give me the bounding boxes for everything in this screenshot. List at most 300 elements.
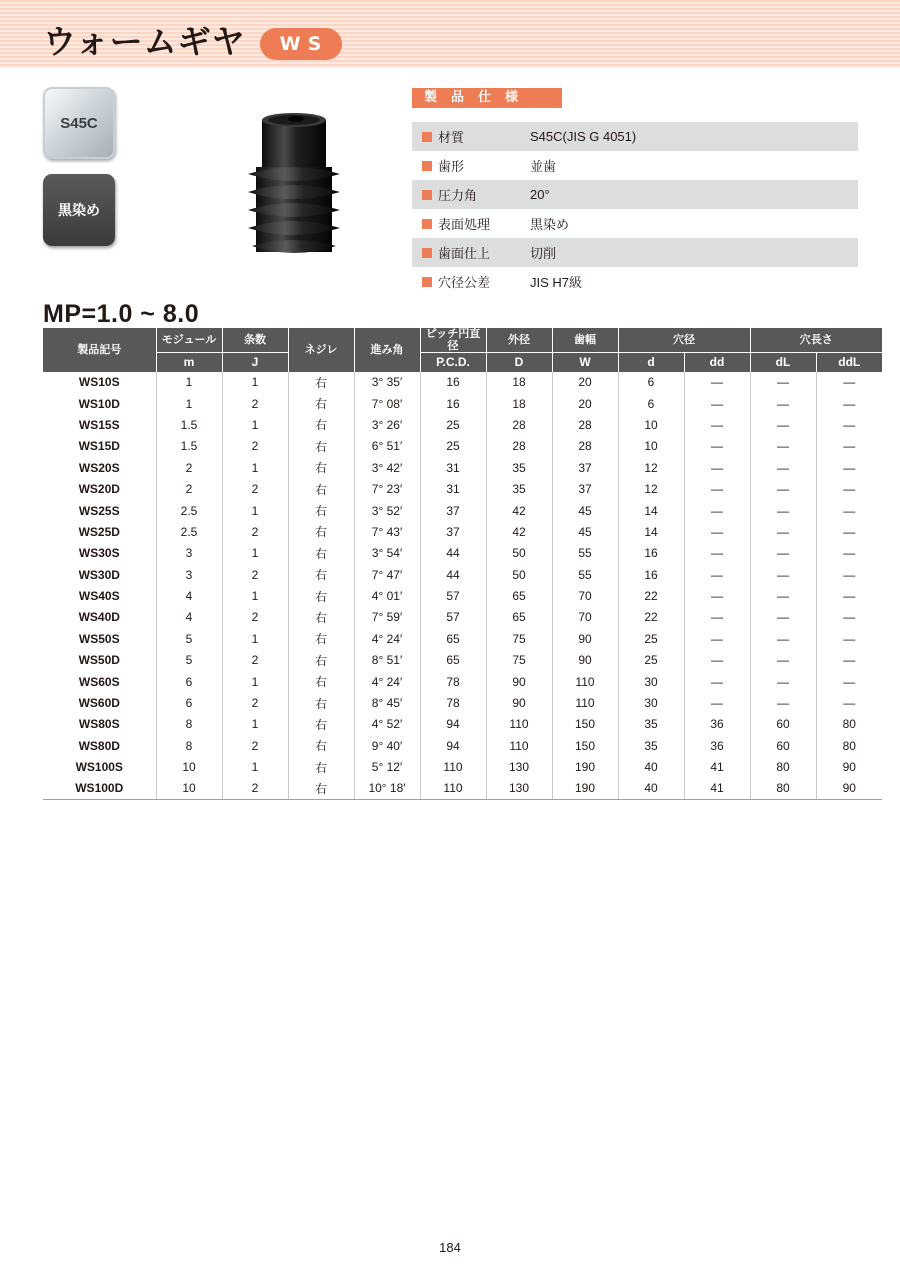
bullet-square-icon <box>422 161 432 171</box>
table-cell: 14 <box>618 500 684 521</box>
table-row <box>43 650 882 671</box>
table-cell: — <box>750 372 816 393</box>
col-header-bore-d: d <box>618 353 684 372</box>
table-cell: 2 <box>222 650 288 671</box>
table-cell: 90 <box>552 650 618 671</box>
table-cell: — <box>816 500 882 521</box>
col-header-bore: 穴径 <box>618 328 750 353</box>
table-cell: 3° 26′ <box>354 414 420 435</box>
table-cell: 10° 18′ <box>354 778 420 799</box>
table-cell: 5 <box>156 628 222 649</box>
table-row <box>43 393 882 414</box>
table-cell: 75 <box>486 628 552 649</box>
table-cell: 1 <box>222 414 288 435</box>
table-cell: 18 <box>486 393 552 414</box>
table-cell: 28 <box>552 414 618 435</box>
table-cell: 右 <box>288 757 354 778</box>
table-row <box>43 500 882 521</box>
bullet-square-icon <box>422 219 432 229</box>
table-cell: 42 <box>486 500 552 521</box>
table-cell: 31 <box>420 457 486 478</box>
table-cell: — <box>816 585 882 606</box>
table-cell: 7° 23′ <box>354 478 420 499</box>
spec-value: 切削 <box>530 246 557 261</box>
part-number-cell: WS80S <box>78 717 120 732</box>
table-cell: — <box>750 457 816 478</box>
table-cell: — <box>750 692 816 713</box>
table-cell: — <box>684 521 750 542</box>
table-cell: 25 <box>618 650 684 671</box>
col-header-part: 製品記号 <box>43 328 156 372</box>
spec-title: 製品仕様 <box>412 88 562 108</box>
table-cell: — <box>684 671 750 692</box>
table-cell: 右 <box>288 714 354 735</box>
table-cell: 7° 08′ <box>354 393 420 414</box>
table-cell: 6 <box>618 393 684 414</box>
table-cell: 110 <box>486 714 552 735</box>
table-cell: — <box>684 393 750 414</box>
bullet-square-icon <box>422 248 432 258</box>
col-header-module: モジュール <box>156 328 222 353</box>
table-cell: 22 <box>618 585 684 606</box>
table-cell: 18 <box>486 372 552 393</box>
part-number-cell: WS100D <box>43 778 156 799</box>
spec-key: 歯形 <box>438 160 465 175</box>
table-cell: 7° 59′ <box>354 607 420 628</box>
table-cell: 78 <box>420 671 486 692</box>
table-cell: — <box>816 543 882 564</box>
col-header-pcd-sym: P.C.D. <box>420 353 486 372</box>
table-cell: — <box>816 372 882 393</box>
col-header-bore-dl: dL <box>750 353 816 372</box>
table-cell: 1 <box>222 757 288 778</box>
spec-key: 材質 <box>438 131 465 146</box>
table-cell: 右 <box>288 436 354 457</box>
part-number-cell: WS30S <box>78 546 120 561</box>
table-cell: — <box>816 671 882 692</box>
table-cell: — <box>816 521 882 542</box>
table-cell: — <box>750 521 816 542</box>
table-cell: 2 <box>222 607 288 628</box>
part-number-cell: WS60D <box>78 696 120 711</box>
part-number-cell: WS50S <box>78 631 120 646</box>
part-number-cell: WS40D <box>78 610 120 625</box>
table-cell: 31 <box>420 478 486 499</box>
table-cell: 1 <box>222 543 288 564</box>
table-cell: — <box>816 650 882 671</box>
table-cell: 右 <box>288 585 354 606</box>
table-cell: 1 <box>222 585 288 606</box>
table-cell: 90 <box>486 671 552 692</box>
col-header-j: J <box>222 353 288 372</box>
part-number-cell: WS10D <box>78 396 120 411</box>
table-cell: 80 <box>750 757 816 778</box>
table-cell: 57 <box>420 585 486 606</box>
table-row <box>43 671 882 692</box>
table-cell: 110 <box>552 671 618 692</box>
table-cell: 右 <box>288 650 354 671</box>
table-cell: 1 <box>156 372 222 393</box>
table-cell: 右 <box>288 372 354 393</box>
table-cell: 36 <box>684 714 750 735</box>
spec-table <box>412 122 858 296</box>
table-cell: — <box>816 564 882 585</box>
col-header-m: m <box>156 353 222 372</box>
table-cell: 65 <box>486 585 552 606</box>
table-cell: 7° 47′ <box>354 564 420 585</box>
spec-row <box>412 180 858 209</box>
table-cell: 3° 52′ <box>354 500 420 521</box>
table-cell: — <box>684 585 750 606</box>
table-cell: 44 <box>420 564 486 585</box>
col-header-lead-angle: 進み角 <box>354 328 420 372</box>
table-cell: 190 <box>552 778 618 799</box>
table-cell: 44 <box>420 543 486 564</box>
table-cell: 1.5 <box>156 414 222 435</box>
table-cell: 45 <box>552 500 618 521</box>
table-cell: 9° 40′ <box>354 735 420 756</box>
table-cell: 8° 51′ <box>354 650 420 671</box>
table-cell: 35 <box>618 735 684 756</box>
table-cell: 6° 51′ <box>354 436 420 457</box>
table-cell: 35 <box>486 457 552 478</box>
part-number-cell: WS15S <box>78 417 120 432</box>
table-cell: 2 <box>222 521 288 542</box>
part-number-cell: WS15D <box>78 439 120 454</box>
table-row <box>43 521 882 542</box>
table-cell: 14 <box>618 521 684 542</box>
table-header-row <box>43 353 882 372</box>
table-row <box>43 414 882 435</box>
part-number-cell: WS60S <box>78 674 120 689</box>
table-cell: 28 <box>486 414 552 435</box>
table-cell: — <box>684 628 750 649</box>
spec-row <box>412 238 858 267</box>
table-cell: 28 <box>486 436 552 457</box>
table-cell: 右 <box>288 671 354 692</box>
page-title: ウォームギヤ <box>43 22 246 61</box>
col-header-d-sym: D <box>486 353 552 372</box>
table-cell: 右 <box>288 628 354 649</box>
table-cell: 10 <box>618 414 684 435</box>
part-number-cell: WS40S <box>78 589 120 604</box>
table-cell: 80 <box>816 714 882 735</box>
table-cell: 3 <box>156 564 222 585</box>
part-number-cell: WS10S <box>78 375 120 390</box>
table-cell: — <box>750 585 816 606</box>
col-header-starts: 条数 <box>222 328 288 353</box>
table-cell: 40 <box>618 778 684 799</box>
table-cell: 42 <box>486 521 552 542</box>
col-header-od: 外径 <box>486 328 552 353</box>
table-cell: 右 <box>288 478 354 499</box>
table-cell: 右 <box>288 735 354 756</box>
table-cell: 20 <box>552 372 618 393</box>
page-number: 184 <box>439 1240 461 1255</box>
table-cell: 30 <box>618 671 684 692</box>
table-cell: 1 <box>222 457 288 478</box>
part-number-cell: WS25S <box>78 503 120 518</box>
table-row <box>43 564 882 585</box>
table-cell: 8° 45′ <box>354 692 420 713</box>
table-cell: — <box>684 414 750 435</box>
table-cell: — <box>750 478 816 499</box>
table-cell: 90 <box>486 692 552 713</box>
table-cell: 25 <box>420 436 486 457</box>
table-cell: 110 <box>486 735 552 756</box>
table-cell: 90 <box>816 757 882 778</box>
table-cell: 2.5 <box>156 521 222 542</box>
table-cell: 右 <box>288 521 354 542</box>
spec-row <box>412 151 858 180</box>
table-cell: 22 <box>618 607 684 628</box>
table-cell: 28 <box>552 436 618 457</box>
col-header-bore-dd: dd <box>684 353 750 372</box>
table-cell: 60 <box>750 735 816 756</box>
part-number-cell: WS25D <box>78 524 120 539</box>
table-cell: 6 <box>618 372 684 393</box>
col-header-pcd: ピッチ円直径 <box>420 328 486 353</box>
table-cell: 110 <box>420 757 486 778</box>
table-cell: 1 <box>222 372 288 393</box>
table-cell: 3° 42′ <box>354 457 420 478</box>
table-cell: 1 <box>222 628 288 649</box>
table-cell: 40 <box>618 757 684 778</box>
table-cell: — <box>750 500 816 521</box>
table-cell: 右 <box>288 564 354 585</box>
table-cell: 4 <box>156 607 222 628</box>
table-cell: 78 <box>420 692 486 713</box>
table-cell: 右 <box>288 500 354 521</box>
table-cell: 2 <box>222 478 288 499</box>
table-cell: 4° 24′ <box>354 671 420 692</box>
table-row <box>43 372 882 393</box>
table-cell: 65 <box>420 650 486 671</box>
spec-key: 圧力角 <box>438 189 478 204</box>
table-cell: — <box>816 457 882 478</box>
spec-key: 表面処理 <box>438 218 491 233</box>
table-cell: 110 <box>552 692 618 713</box>
table-cell: 25 <box>618 628 684 649</box>
table-cell: 2 <box>222 692 288 713</box>
table-cell: 41 <box>684 757 750 778</box>
table-cell: 16 <box>420 393 486 414</box>
table-row <box>43 692 882 713</box>
spec-value: S45C(JIS G 4051) <box>530 129 637 144</box>
table-cell: 4° 52′ <box>354 714 420 735</box>
table-cell: 1.5 <box>156 436 222 457</box>
table-cell: — <box>750 393 816 414</box>
table-cell: 37 <box>420 500 486 521</box>
spec-key: 穴径公差 <box>438 276 491 291</box>
table-cell: 2 <box>222 564 288 585</box>
part-number-cell: WS20D <box>78 482 120 497</box>
table-cell: 37 <box>552 478 618 499</box>
table-row <box>43 436 882 457</box>
table-cell: 37 <box>420 521 486 542</box>
col-header-bore-ddl: ddL <box>816 353 882 372</box>
table-cell: — <box>750 414 816 435</box>
table-row <box>43 585 882 606</box>
table-cell: 90 <box>816 778 882 799</box>
table-cell: 130 <box>486 778 552 799</box>
table-cell: 右 <box>288 778 354 799</box>
table-cell: 90 <box>552 628 618 649</box>
table-cell: 50 <box>486 564 552 585</box>
table-cell: 6 <box>156 671 222 692</box>
table-cell: 20 <box>552 393 618 414</box>
table-cell: — <box>684 500 750 521</box>
table-cell: 10 <box>618 436 684 457</box>
col-header-face: 歯幅 <box>552 328 618 353</box>
table-row <box>43 543 882 564</box>
table-cell: — <box>750 650 816 671</box>
table-cell: 8 <box>156 714 222 735</box>
table-cell: — <box>816 607 882 628</box>
table-cell: 16 <box>420 372 486 393</box>
table-cell: 2 <box>156 457 222 478</box>
table-cell: — <box>750 564 816 585</box>
table-cell: — <box>750 543 816 564</box>
table-cell: 4° 24′ <box>354 628 420 649</box>
table-cell: 1 <box>222 671 288 692</box>
table-cell: — <box>750 436 816 457</box>
part-number-cell: WS50D <box>78 653 120 668</box>
table-row <box>43 457 882 478</box>
part-number-cell: WS80D <box>78 738 120 753</box>
bullet-square-icon <box>422 277 432 287</box>
table-cell: — <box>684 543 750 564</box>
table-cell: — <box>816 414 882 435</box>
table-cell: — <box>684 436 750 457</box>
table-cell: 10 <box>156 757 222 778</box>
table-cell: 右 <box>288 414 354 435</box>
table-cell: — <box>684 692 750 713</box>
spec-row <box>412 209 858 238</box>
table-cell: 3° 35′ <box>354 372 420 393</box>
dimension-table <box>43 328 882 800</box>
table-cell: — <box>816 436 882 457</box>
table-cell: 16 <box>618 564 684 585</box>
table-cell: 41 <box>684 778 750 799</box>
table-cell: 57 <box>420 607 486 628</box>
col-header-hand: ネジレ <box>288 328 354 372</box>
spec-value: 並歯 <box>530 159 557 174</box>
table-cell: 12 <box>618 457 684 478</box>
table-cell: 65 <box>420 628 486 649</box>
table-cell: — <box>816 393 882 414</box>
table-cell: 130 <box>486 757 552 778</box>
table-cell: 70 <box>552 585 618 606</box>
table-cell: — <box>816 628 882 649</box>
worm-gear-image <box>238 112 348 262</box>
table-cell: 25 <box>420 414 486 435</box>
table-cell: 4 <box>156 585 222 606</box>
part-number-cell: WS20S <box>78 460 120 475</box>
table-cell: 3° 54′ <box>354 543 420 564</box>
table-cell: 35 <box>486 478 552 499</box>
table-cell: 150 <box>552 714 618 735</box>
table-cell: — <box>750 671 816 692</box>
table-cell: 12 <box>618 478 684 499</box>
table-cell: 16 <box>618 543 684 564</box>
table-cell: 右 <box>288 692 354 713</box>
table-cell: 6 <box>156 692 222 713</box>
table-cell: 36 <box>684 735 750 756</box>
part-number-cell: WS100S <box>75 760 123 775</box>
spec-row <box>412 122 858 151</box>
table-row <box>43 778 882 799</box>
table-cell: 右 <box>288 393 354 414</box>
table-cell: 75 <box>486 650 552 671</box>
table-cell: 2 <box>156 478 222 499</box>
table-cell: — <box>816 478 882 499</box>
spec-row <box>412 267 858 296</box>
table-cell: 右 <box>288 607 354 628</box>
table-cell: 3 <box>156 543 222 564</box>
table-cell: 50 <box>486 543 552 564</box>
table-cell: 2 <box>222 436 288 457</box>
table-cell: 2 <box>222 778 288 799</box>
table-row <box>43 714 882 735</box>
col-header-w-sym: W <box>552 353 618 372</box>
table-cell: 94 <box>420 714 486 735</box>
bullet-square-icon <box>422 132 432 142</box>
table-cell: 7° 43′ <box>354 521 420 542</box>
table-cell: 1 <box>222 500 288 521</box>
table-cell: — <box>684 650 750 671</box>
table-cell: 37 <box>552 457 618 478</box>
table-cell: 右 <box>288 543 354 564</box>
table-cell: 8 <box>156 735 222 756</box>
table-cell: — <box>684 607 750 628</box>
table-row <box>43 628 882 649</box>
spec-value: 黒染め <box>530 217 570 232</box>
table-cell: 4° 01′ <box>354 585 420 606</box>
table-cell: 80 <box>816 735 882 756</box>
table-cell: 35 <box>618 714 684 735</box>
table-cell: 45 <box>552 521 618 542</box>
table-row <box>43 735 882 756</box>
table-cell: 65 <box>486 607 552 628</box>
table-cell: 94 <box>420 735 486 756</box>
table-cell: — <box>750 628 816 649</box>
table-cell: 5 <box>156 650 222 671</box>
table-row <box>43 607 882 628</box>
table-cell: — <box>750 607 816 628</box>
table-row <box>43 757 882 778</box>
table-cell: — <box>684 564 750 585</box>
table-cell: — <box>684 457 750 478</box>
table-cell: 5° 12′ <box>354 757 420 778</box>
table-cell: 2 <box>222 393 288 414</box>
finish-badge: 黒染め <box>43 174 115 246</box>
table-cell: 110 <box>420 778 486 799</box>
table-cell: 190 <box>552 757 618 778</box>
table-cell: 55 <box>552 543 618 564</box>
table-cell: 10 <box>156 778 222 799</box>
material-badge: S45C <box>43 87 115 159</box>
table-cell: 1 <box>156 393 222 414</box>
table-cell: 30 <box>618 692 684 713</box>
table-header-row <box>43 328 882 353</box>
table-row <box>43 478 882 499</box>
table-cell: 60 <box>750 714 816 735</box>
spec-value: JIS H7級 <box>530 275 583 290</box>
table-cell: 80 <box>750 778 816 799</box>
table-cell: 1 <box>222 714 288 735</box>
col-header-bore-length: 穴長さ <box>750 328 882 353</box>
